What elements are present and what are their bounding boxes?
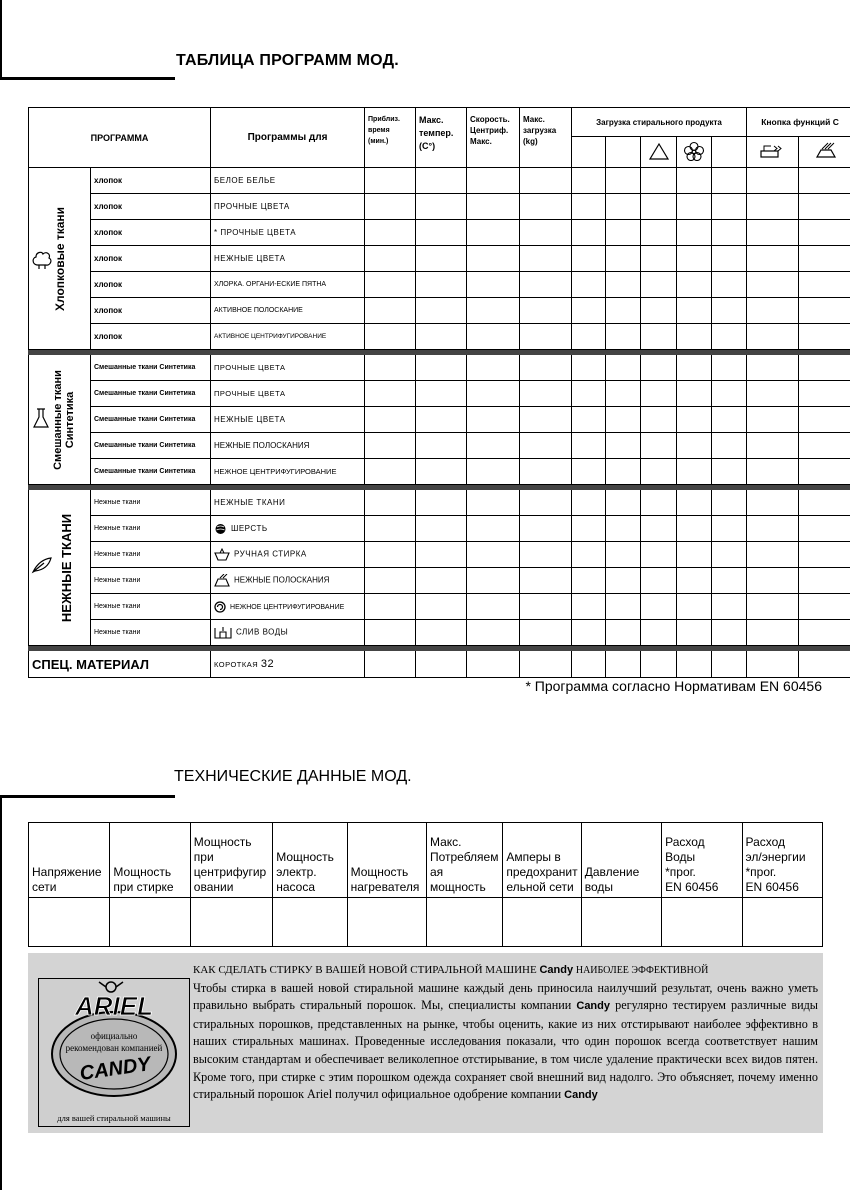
program-name: хлопок: [91, 272, 211, 298]
header-function-button: Кнопка функций С: [747, 108, 850, 137]
header-detergent-loading: Загрузка стирального продукта: [572, 108, 747, 137]
detergent-col-5: [712, 137, 747, 168]
logo-caption: для вашей стиральной машины: [57, 1113, 171, 1123]
tech-header: Мощность при стирке: [110, 823, 190, 898]
spin-icon: [214, 601, 226, 613]
program-name: Нежные ткани: [91, 516, 211, 542]
program-name: Нежные ткани: [91, 490, 211, 516]
title-underline: [0, 77, 175, 80]
program-name: Нежные ткани: [91, 594, 211, 620]
logo-line-2: рекомендован компанией: [65, 1043, 163, 1053]
program-for: * ПРОЧНЫЕ ЦВЕТА: [211, 220, 365, 246]
footnote: * Программа согласно Нормативам EN 60456: [525, 678, 822, 694]
group-synthetic: [29, 355, 91, 485]
bleach-triangle-icon: [649, 142, 669, 160]
tech-value: [662, 898, 742, 947]
tech-data-table: [28, 822, 823, 947]
function-col-2: [799, 137, 850, 168]
ariel-text: [193, 962, 818, 1105]
program-name: Нежные ткани: [91, 568, 211, 594]
header-max-temp: Макс. темпер. (С°): [416, 108, 467, 168]
program-table-title: ТАБЛИЦА ПРОГРАММ МОД.: [176, 52, 399, 69]
rinse-icon: [214, 574, 230, 587]
program-for-rinse: НЕЖНЫЕ ПОЛОСКАНИЯ: [211, 568, 365, 594]
softener-flower-icon: [683, 141, 705, 161]
special-program-for: КОРОТКАЯ 32: [211, 651, 365, 678]
program-for: БЕЛОЕ БЕЛЬЕ: [211, 168, 365, 194]
program-name: Смешанные ткани Синтетика: [91, 355, 211, 381]
detergent-col-3: [641, 137, 677, 168]
group-cotton: [29, 168, 91, 350]
brand-name: Candy: [576, 1000, 610, 1013]
tech-value: [581, 898, 661, 947]
tech-value: [426, 898, 502, 947]
ariel-paragraph-1: Чтобы стирка в вашей новой стиральной машине каждый день приносила наилучший результат, очень важно уметь правильно выбрать стиральный порошок. Мы, специалисты компании: [193, 980, 818, 1013]
tech-value: [190, 898, 272, 947]
function-col-1: [747, 137, 799, 168]
program-name: Смешанные ткани Синтетика: [91, 407, 211, 433]
extra-rinse-icon: [814, 142, 838, 160]
group-synthetic-label: Смешанные ткани Синтетика: [52, 369, 77, 470]
program-name: хлопок: [91, 194, 211, 220]
detergent-col-4: [677, 137, 712, 168]
program-name: Смешанные ткани Синтетика: [91, 381, 211, 407]
feather-icon: [31, 556, 53, 574]
program-for: ХЛОРКА. ОРГАНИ-ЕСКИЕ ПЯТНА: [211, 272, 365, 298]
tech-header: Макс. Потребляем ая мощность: [426, 823, 502, 898]
program-name: хлопок: [91, 324, 211, 350]
candy-wordmark: CANDY: [78, 1053, 152, 1085]
synthetic-flask-icon: [32, 407, 50, 429]
tech-header: Давление воды: [581, 823, 661, 898]
header-programs-for: Программы для: [211, 108, 365, 168]
program-table: [28, 107, 850, 678]
program-name: хлопок: [91, 168, 211, 194]
ariel-wordmark: ARIEL: [75, 991, 153, 1021]
group-delicate: [29, 490, 91, 646]
tech-value: [273, 898, 347, 947]
detergent-col-2: [606, 137, 641, 168]
ariel-logo: [38, 978, 190, 1127]
ariel-paragraph-2: регулярно тестируем различные виды стиральных порошков, представленных на рынке, чтобы оценить, какие из них отстирывают наиболее эффективно в наших стиральных машинах. Проведенные исследования показали, что один порошок всегда соответствует нашим высоким стандартам и обеспечивает великолепное отстирывание, в том числе удаление практически всех видов пятен. Кроме того, при стирке с этим порошком одежда сохраняет свой внешний вид надолго. Это объясняет, почему именно стиральный порошок Ariel получил официальное одобрение компании: [193, 998, 818, 1102]
tech-header: Мощность электр. насоса: [273, 823, 347, 898]
header-spin-speed: Скорость. Центриф. Макс.: [467, 108, 520, 168]
detergent-col-1: [572, 137, 606, 168]
program-name: Нежные ткани: [91, 620, 211, 646]
program-for: ПРОЧНЫЕ ЦВЕТА: [211, 381, 365, 407]
cotton-icon: [31, 248, 53, 270]
program-for-spin: НЕЖНОЕ ЦЕНТРИФУГИРОВАНИЕ: [211, 594, 365, 620]
tech-header: Мощность нагревателя: [347, 823, 426, 898]
ariel-recommendation-box: [28, 953, 823, 1133]
left-margin-rule: [0, 0, 2, 78]
brand-name: Candy: [564, 1089, 598, 1102]
drain-icon: [214, 626, 232, 639]
wool-icon: [214, 523, 227, 535]
program-for: ПРОЧНЫЕ ЦВЕТА: [211, 355, 365, 381]
program-for: НЕЖНЫЕ ТКАНИ: [211, 490, 365, 516]
program-name: Смешанные ткани Синтетика: [91, 459, 211, 485]
title-underline: [0, 795, 175, 798]
ariel-heading: КАК СДЕЛАТЬ СТИРКУ В ВАШЕЙ НОВОЙ СТИРАЛЬНОЙ МАШИНЕ Candy НАИБОЛЕЕ ЭФФЕКТИВНОЙ: [193, 964, 709, 976]
program-name: Нежные ткани: [91, 542, 211, 568]
program-for-drain: СЛИВ ВОДЫ: [211, 620, 365, 646]
program-for: АКТИВНОЕ ПОЛОСКАНИЕ: [211, 298, 365, 324]
tech-value: [347, 898, 426, 947]
program-for: НЕЖНЫЕ ЦВЕТА: [211, 246, 365, 272]
header-program: ПРОГРАММА: [29, 108, 211, 168]
group-cotton-label: Хлопковые ткани: [52, 206, 67, 311]
special-material-label: СПЕЦ. МАТЕРИАЛ: [29, 651, 211, 678]
program-for: НЕЖНЫЕ ПОЛОСКАНИЯ: [211, 433, 365, 459]
group-delicate-label: НЕЖНЫЕ ТКАНИ: [58, 513, 74, 622]
program-name: Смешанные ткани Синтетика: [91, 433, 211, 459]
header-max-load: Макс. загрузка (kg): [520, 108, 572, 168]
program-for-wool: ШЕРСТЬ: [211, 516, 365, 542]
logo-line-1: официально: [90, 1031, 138, 1041]
quick-wash-icon: [760, 143, 786, 159]
left-margin-rule: [0, 795, 2, 1190]
program-name: хлопок: [91, 298, 211, 324]
tech-value: [110, 898, 190, 947]
program-for: ПРОЧНЫЕ ЦВЕТА: [211, 194, 365, 220]
program-for: НЕЖНЫЕ ЦВЕТА: [211, 407, 365, 433]
tech-header: Мощность при центрифугир овании: [190, 823, 272, 898]
tech-header: Расход эл/энергии *прог. EN 60456: [742, 823, 823, 898]
program-for-hand-wash: РУЧНАЯ СТИРКА: [211, 542, 365, 568]
program-name: хлопок: [91, 246, 211, 272]
tech-header: Расход Воды *прог. EN 60456: [662, 823, 742, 898]
tech-header: Амперы в предохранит ельной сети: [503, 823, 581, 898]
program-for: АКТИВНОЕ ЦЕНТРИФУГИРОВАНИЕ: [211, 324, 365, 350]
tech-value: [742, 898, 823, 947]
header-approx-time: Приблиз. время (мин.): [365, 108, 416, 168]
tech-header: Напряжение сети: [29, 823, 110, 898]
program-for: НЕЖНОЕ ЦЕНТРИФУГИРОВАНИЕ: [211, 459, 365, 485]
tech-value: [503, 898, 581, 947]
ariel-candy-seal: [39, 979, 189, 1126]
tech-value: [29, 898, 110, 947]
program-name: хлопок: [91, 220, 211, 246]
tech-table-title: ТЕХНИЧЕСКИЕ ДАННЫЕ МОД.: [174, 768, 412, 785]
hand-wash-icon: [214, 548, 230, 561]
